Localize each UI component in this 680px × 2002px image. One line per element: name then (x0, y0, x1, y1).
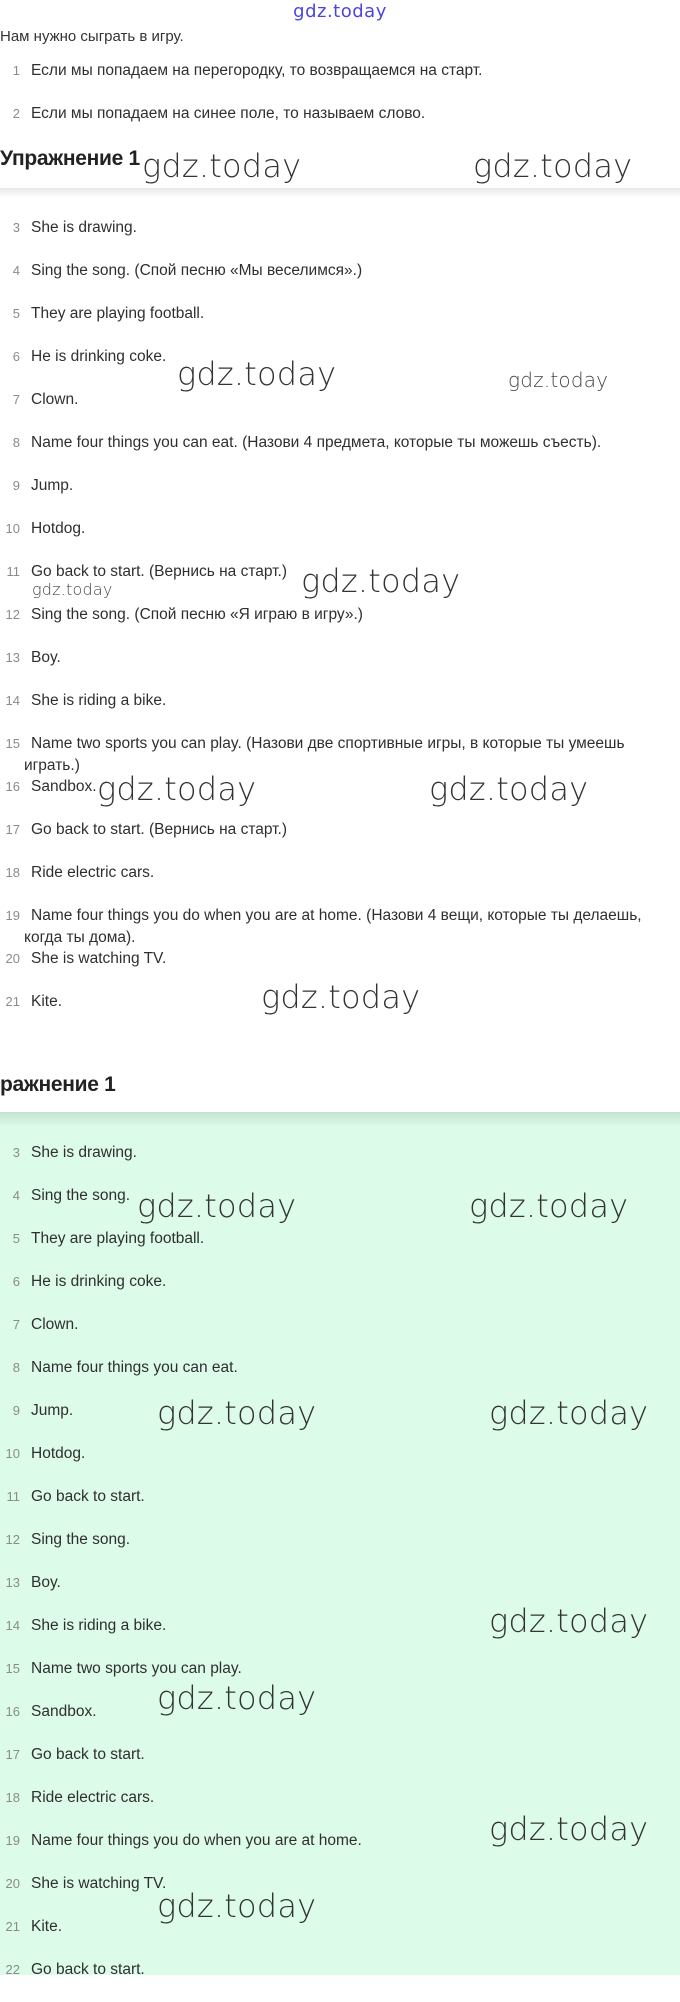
watermark: gdz.today (177, 355, 337, 393)
list-item (0, 647, 680, 690)
list-item (0, 1916, 680, 1959)
line-text: She is riding a bike. (31, 692, 167, 709)
exercise-heading: Упражнение 1 (0, 147, 140, 170)
line-number: 15 (5, 1661, 20, 1676)
line-text: Go back to start. (31, 1488, 145, 1505)
list-item (0, 1228, 680, 1271)
line-number: 8 (12, 1360, 20, 1375)
line-text: Kite. (31, 1918, 63, 1935)
watermark: gdz.today (137, 1187, 297, 1225)
divider (0, 188, 680, 198)
line-text: He is drinking coke. (31, 1273, 167, 1290)
line-number: 10 (5, 521, 20, 536)
watermark: gdz.today (489, 1602, 649, 1640)
line-text: He is drinking coke. (31, 348, 167, 365)
line-number: 11 (6, 1489, 20, 1504)
line-text: Clown. (31, 1316, 79, 1333)
line-text: Jump. (31, 477, 74, 494)
line-number: 10 (5, 1446, 20, 1461)
line-text: Name four things you can eat. (Назови 4 предмета, которые ты можешь съесть). (31, 434, 602, 451)
line-text: Clown. (31, 391, 79, 408)
line-text: Kite. (31, 993, 63, 1010)
line-number: 9 (12, 478, 20, 493)
line-number: 19 (5, 908, 20, 923)
line-number: 3 (12, 1145, 20, 1160)
watermark: gdz.today (489, 1810, 649, 1848)
line-number: 6 (12, 1274, 20, 1289)
watermark: gdz.today (261, 978, 421, 1016)
list-item (0, 475, 680, 518)
line-text: Name four things you can eat. (31, 1359, 238, 1376)
watermark: gdz.today (157, 1394, 317, 1432)
watermark: gdz.today (142, 147, 302, 185)
line-number: 22 (5, 1962, 20, 1977)
watermark: gdz.today (157, 1679, 317, 1717)
line-number: 21 (5, 1919, 20, 1934)
line-text: She is riding a bike. (31, 1617, 167, 1634)
list-item (0, 1443, 680, 1486)
list-item (0, 862, 680, 905)
list-item (0, 1658, 680, 1701)
line-number: 4 (12, 1188, 20, 1203)
line-number: 19 (5, 1833, 20, 1848)
list-item (0, 1271, 680, 1314)
line-number: 15 (5, 736, 20, 751)
watermark: gdz.today (473, 147, 633, 185)
list-item (0, 690, 680, 733)
line-number: 7 (12, 1317, 20, 1332)
line-number: 14 (5, 693, 20, 708)
line-number: 6 (12, 349, 20, 364)
line-text: Ride electric cars. (31, 864, 155, 881)
line-text: Go back to start. (Вернись на старт.) (31, 563, 288, 580)
line-text: Sing the song. (Спой песню «Мы веселимся».) (31, 262, 363, 279)
line-text: Sing the song. (Спой песню «Я играю в игру».) (31, 606, 363, 623)
line-text: Boy. (31, 1574, 61, 1591)
line-number: 2 (12, 106, 20, 121)
line-number: 17 (5, 822, 20, 837)
answer-panel-shadow (0, 1112, 680, 1126)
watermark: gdz.today (429, 770, 589, 808)
line-text: Name two sports you can play. (Назови две спортивные игры, в которые ты умеешь играть.) (24, 735, 625, 774)
watermark: gdz.today (301, 562, 461, 600)
list-item (0, 1959, 680, 2002)
line-number: 16 (5, 779, 20, 794)
line-text: They are playing football. (31, 305, 205, 322)
line-number: 20 (5, 951, 20, 966)
line-number: 18 (5, 1790, 20, 1805)
list-item (0, 1314, 680, 1357)
line-number: 4 (12, 263, 20, 278)
line-number: 3 (12, 220, 20, 235)
list-item (0, 1744, 680, 1787)
line-text: Если мы попадаем на синее поле, то называем слово. (31, 105, 426, 122)
watermark: gdz.today (508, 368, 609, 392)
list-item (0, 60, 680, 103)
line-number: 13 (5, 650, 20, 665)
list-item (0, 217, 680, 260)
line-number: 1 (12, 63, 20, 78)
line-number: 12 (5, 607, 20, 622)
watermark: gdz.today (97, 770, 257, 808)
line-text: Ride electric cars. (31, 1789, 155, 1806)
list-item (0, 1486, 680, 1529)
line-text: Sandbox. (31, 778, 97, 795)
list-item (0, 1873, 680, 1916)
line-text: Boy. (31, 649, 61, 666)
list-item (0, 389, 680, 432)
line-text: She is watching TV. (31, 950, 167, 967)
line-number: 14 (5, 1618, 20, 1633)
line-text: Sing the song. (31, 1187, 131, 1204)
line-text: She is watching TV. (31, 1875, 167, 1892)
line-number: 13 (5, 1575, 20, 1590)
list-item (0, 819, 680, 862)
line-number: 16 (5, 1704, 20, 1719)
line-text: Name two sports you can play. (31, 1660, 242, 1677)
watermark: gdz.today (469, 1187, 629, 1225)
line-number: 20 (5, 1876, 20, 1891)
list-item (0, 260, 680, 303)
line-text: Go back to start. (Вернись на старт.) (31, 821, 288, 838)
line-number: 5 (12, 306, 20, 321)
line-text: Sing the song. (31, 1531, 131, 1548)
site-logo[interactable]: gdz.today (293, 1, 387, 22)
line-text: They are playing football. (31, 1230, 205, 1247)
list-item (0, 1529, 680, 1572)
line-text: Jump. (31, 1402, 74, 1419)
line-text: Hotdog. (31, 1445, 86, 1462)
list-item (0, 303, 680, 346)
line-text: She is drawing. (31, 219, 137, 236)
line-text: Go back to start. (31, 1746, 145, 1763)
list-item (0, 604, 680, 647)
list-item (0, 1701, 680, 1744)
intro-text: Нам нужно сыграть в игру. (0, 28, 184, 45)
watermark: gdz.today (157, 1887, 317, 1925)
line-number: 17 (5, 1747, 20, 1762)
list-item (0, 432, 680, 475)
line-number: 18 (5, 865, 20, 880)
line-number: 12 (5, 1532, 20, 1547)
list-item (0, 103, 680, 146)
line-text: Name four things you do when you are at home. (Назови 4 вещи, которые ты делаешь, когда ты дома). (24, 907, 642, 946)
line-text: Если мы попадаем на перегородку, то возвращаемся на старт. (31, 62, 483, 79)
line-text: She is drawing. (31, 1144, 137, 1161)
line-text: Hotdog. (31, 520, 86, 537)
watermark: gdz.today (489, 1394, 649, 1432)
line-number: 9 (12, 1403, 20, 1418)
line-number: 8 (12, 435, 20, 450)
line-text: Sandbox. (31, 1703, 97, 1720)
list-item (0, 1142, 680, 1185)
line-text: Name four things you do when you are at home. (31, 1832, 362, 1849)
answer-heading: ражнение 1 (0, 1073, 116, 1096)
line-text: Go back to start. (31, 1961, 145, 1978)
line-number: 5 (12, 1231, 20, 1246)
line-number: 21 (5, 994, 20, 1009)
watermark: gdz.today (32, 580, 113, 599)
line-number: 11 (6, 564, 20, 579)
line-number: 7 (12, 392, 20, 407)
list-item (0, 518, 680, 561)
